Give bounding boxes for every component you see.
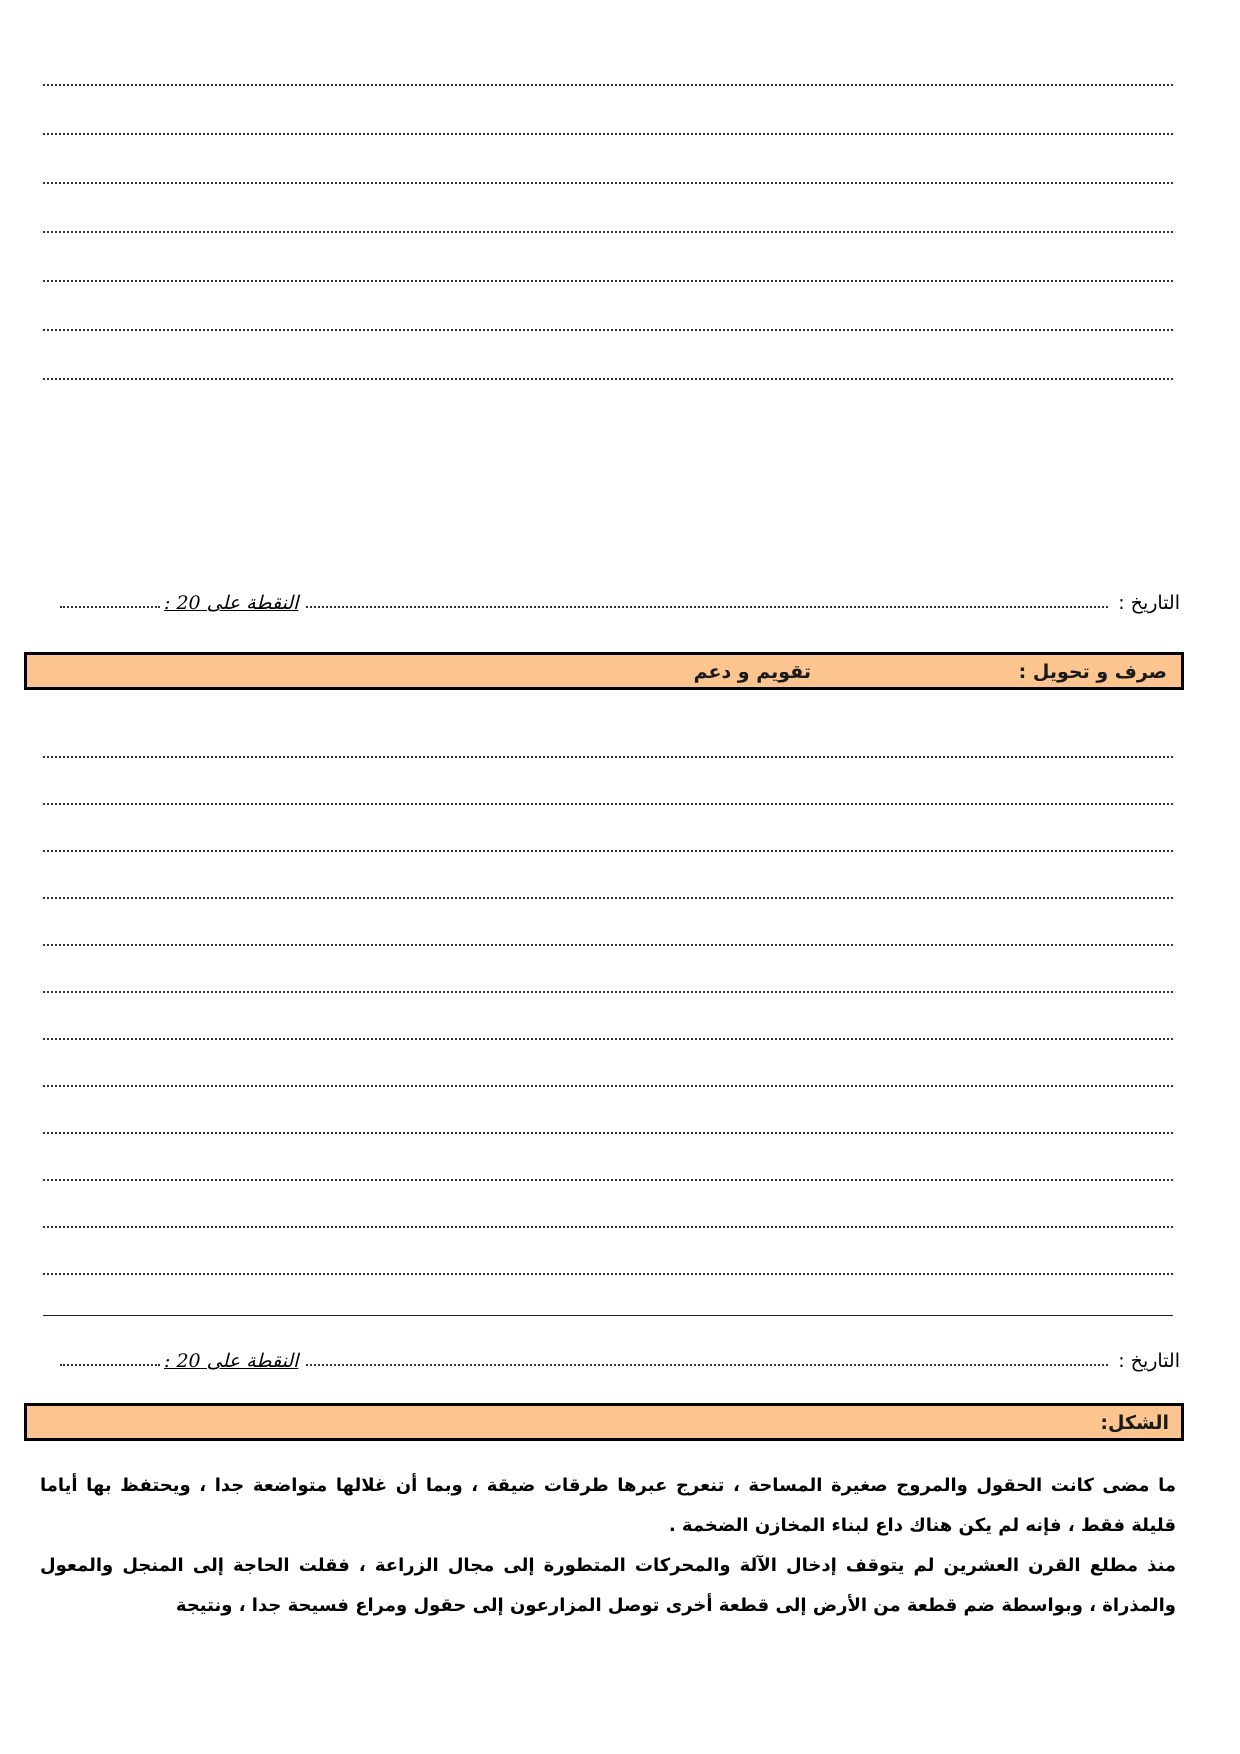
paragraph: ما مضى كانت الحقول والمروج صغيرة المساحة ، تنعرج عبرها طرقات ضيقة ، وبما أن غلالها متواضعة جدا ، ويحتفظ بها أياما قليلة فقط ، فإنه لم يكن هناك داع لبناء المخازن الضخمة .	[40, 1475, 1176, 1536]
section-banner	[24, 1403, 1184, 1441]
banner-title: الشكل:	[1100, 1412, 1169, 1434]
section-banner	[24, 652, 1184, 690]
answer-line	[43, 783, 1173, 805]
date-row	[60, 1336, 1180, 1372]
answer-line	[43, 1065, 1173, 1087]
date-fill-line	[306, 606, 1108, 608]
grade-label: النقطة على 20 :	[164, 592, 299, 614]
answer-line	[43, 260, 1173, 282]
paragraph: منذ مطلع القرن العشرين لم يتوقف إدخال الآلة والمحركات المتطورة إلى مجال الزراعة ، فقلت الحاجة إلى المنجل والمعول والمذراة ، وبواسطة ضم قطعة من الأرض إلى قطعة أخرى توصل المزارعون إلى حقول ومراع فسيحة جدا ، ونتيجة	[40, 1555, 1176, 1616]
answer-line	[43, 924, 1173, 946]
grade-label: النقطة على 20 :	[164, 1350, 299, 1372]
answer-line	[43, 1018, 1173, 1040]
date-fill-line	[306, 1364, 1108, 1366]
answer-line	[43, 162, 1173, 184]
answer-line	[43, 971, 1173, 993]
date-row	[60, 578, 1180, 614]
answer-line	[43, 830, 1173, 852]
answer-line	[43, 211, 1173, 233]
answer-line	[43, 1159, 1173, 1181]
answer-line	[43, 1112, 1173, 1134]
answer-line	[43, 1253, 1173, 1275]
answer-line	[43, 736, 1173, 758]
grade-fill-line	[60, 1364, 160, 1366]
answer-line	[43, 113, 1173, 135]
answer-line	[43, 877, 1173, 899]
answer-line	[43, 64, 1173, 86]
date-label: التاريخ :	[1118, 1350, 1180, 1372]
banner-subtitle: تقويم و دعم	[693, 661, 811, 683]
answer-line	[43, 1206, 1173, 1228]
section-divider	[43, 1315, 1173, 1316]
grade-fill-line	[60, 606, 160, 608]
date-label: التاريخ :	[1118, 592, 1180, 614]
answer-line	[43, 309, 1173, 331]
banner-title: صرف و تحويل :	[1018, 661, 1167, 683]
reading-text	[40, 1466, 1176, 1626]
answer-line	[43, 358, 1173, 380]
